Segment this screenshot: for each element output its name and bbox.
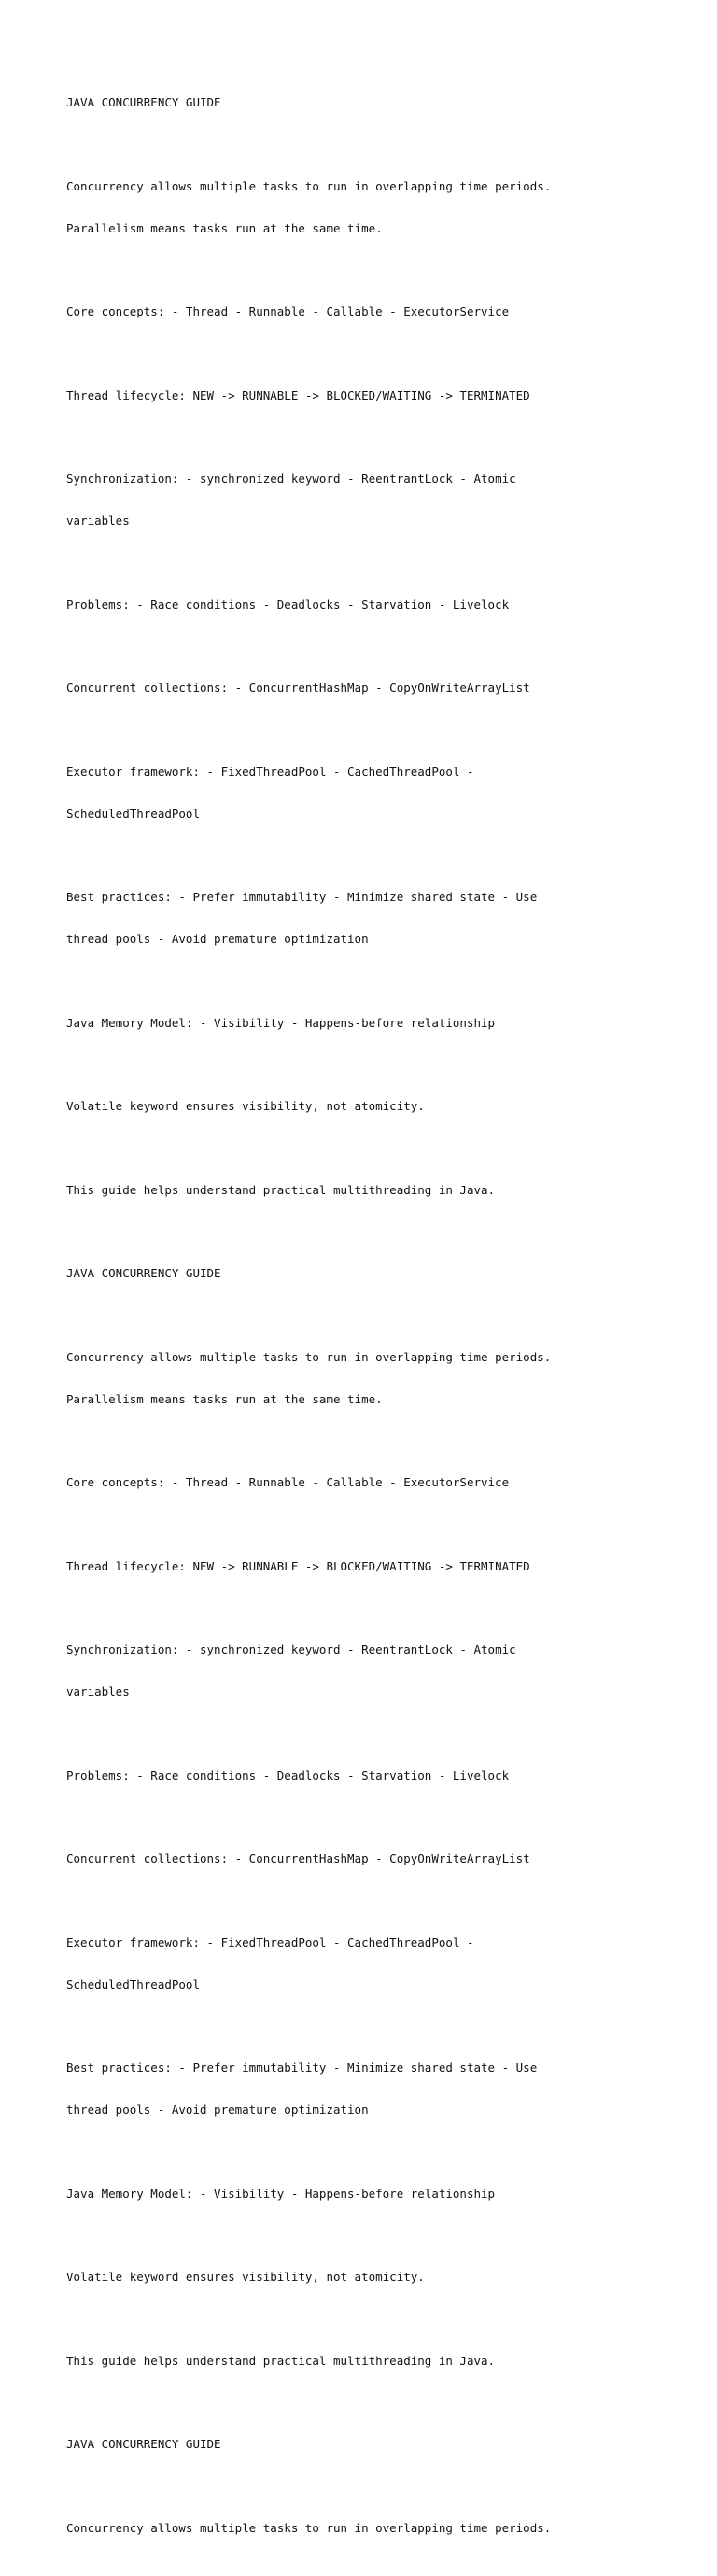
paragraph-volatile: [66, 2242, 626, 2312]
text-line: This guide helps understand practical multithreading in Java.: [66, 2353, 496, 2368]
paragraph-memory-model: [66, 2159, 626, 2229]
text-line: Java Memory Model: - Visibility - Happens-before relationship: [66, 1015, 496, 1030]
text-line: variables: [66, 1684, 130, 1698]
paragraph-thread-lifecycle: [66, 1531, 626, 1601]
text-line: JAVA CONCURRENCY GUIDE: [66, 2437, 221, 2451]
paragraph-core-concepts: [66, 276, 626, 346]
text-line: ScheduledThreadPool: [66, 1977, 200, 1992]
text-line: Problems: - Race conditions - Deadlocks - Starvation - Livelock: [66, 597, 510, 612]
paragraph-best-practices: [66, 862, 626, 974]
document-title: [66, 1238, 626, 1308]
paragraph-thread-lifecycle: [66, 360, 626, 430]
paragraph-best-practices: [66, 2033, 626, 2145]
text-line: Best practices: - Prefer immutability - Minimize shared state - Use: [66, 890, 538, 904]
paragraph-synchronization: [66, 443, 626, 556]
text-line: Volatile keyword ensures visibility, not atomicity.: [66, 2270, 425, 2284]
text-line: Volatile keyword ensures visibility, not atomicity.: [66, 1099, 425, 1113]
paragraph-concurrent-collections: [66, 1823, 626, 1893]
text-line: Synchronization: - synchronized keyword - ReentrantLock - Atomic: [66, 472, 516, 486]
text-line: JAVA CONCURRENCY GUIDE: [66, 95, 221, 109]
text-line: thread pools - Avoid premature optimization: [66, 932, 369, 946]
text-line: ScheduledThreadPool: [66, 806, 200, 821]
paragraph-synchronization: [66, 1614, 626, 1726]
paragraph-memory-model: [66, 988, 626, 1058]
paragraph-executor-framework: [66, 1907, 626, 2020]
document-title: [66, 67, 626, 137]
paragraph-guide-summary: [66, 1155, 626, 1225]
paragraph-volatile: [66, 1071, 626, 1141]
text-line: Problems: - Race conditions - Deadlocks - Starvation - Livelock: [66, 1767, 510, 1782]
text-line: Thread lifecycle: NEW -> RUNNABLE -> BLOCKED/WAITING -> TERMINATED: [66, 1558, 530, 1573]
text-line: Core concepts: - Thread - Runnable - Callable - ExecutorService: [66, 304, 510, 318]
text-line: Thread lifecycle: NEW -> RUNNABLE -> BLOCKED/WAITING -> TERMINATED: [66, 387, 530, 402]
text-line: Executor framework: - FixedThreadPool - CachedThreadPool -: [66, 764, 474, 779]
text-line: Synchronization: - synchronized keyword - ReentrantLock - Atomic: [66, 1642, 516, 1656]
paragraph-intro: [66, 1322, 626, 1434]
paragraph-concurrent-collections: [66, 653, 626, 723]
paragraph-core-concepts: [66, 1447, 626, 1517]
text-line: Best practices: - Prefer immutability - Minimize shared state - Use: [66, 2061, 538, 2075]
text-line: Core concepts: - Thread - Runnable - Callable - ExecutorService: [66, 1475, 510, 1489]
text-line: Concurrent collections: - ConcurrentHashMap - CopyOnWriteArrayList: [66, 1851, 530, 1865]
text-line: variables: [66, 514, 130, 528]
paragraph-executor-framework: [66, 737, 626, 849]
text-line: Concurrency allows multiple tasks to run in overlapping time periods.: [66, 178, 552, 193]
text-line: Parallelism means tasks run at the same time.: [66, 220, 383, 235]
text-line: JAVA CONCURRENCY GUIDE: [66, 1266, 221, 1280]
text-line: This guide helps understand practical multithreading in Java.: [66, 1182, 496, 1197]
text-line: Executor framework: - FixedThreadPool - CachedThreadPool -: [66, 1935, 474, 1950]
paragraph-problems: [66, 570, 626, 640]
paragraph-intro: [66, 2493, 626, 2563]
paragraph-intro: [66, 151, 626, 263]
text-line: Concurrency allows multiple tasks to run in overlapping time periods.: [66, 1349, 552, 1364]
text-line: Concurrency allows multiple tasks to run in overlapping time periods.: [66, 2520, 552, 2535]
text-line: Concurrent collections: - ConcurrentHashMap - CopyOnWriteArrayList: [66, 681, 530, 695]
paragraph-problems: [66, 1740, 626, 1810]
document-page: [66, 67, 626, 2576]
text-line: Java Memory Model: - Visibility - Happens-before relationship: [66, 2186, 496, 2201]
text-line: Parallelism means tasks run at the same time.: [66, 1391, 383, 1406]
paragraph-guide-summary: [66, 2326, 626, 2396]
document-title: [66, 2409, 626, 2479]
text-line: thread pools - Avoid premature optimization: [66, 2103, 369, 2117]
